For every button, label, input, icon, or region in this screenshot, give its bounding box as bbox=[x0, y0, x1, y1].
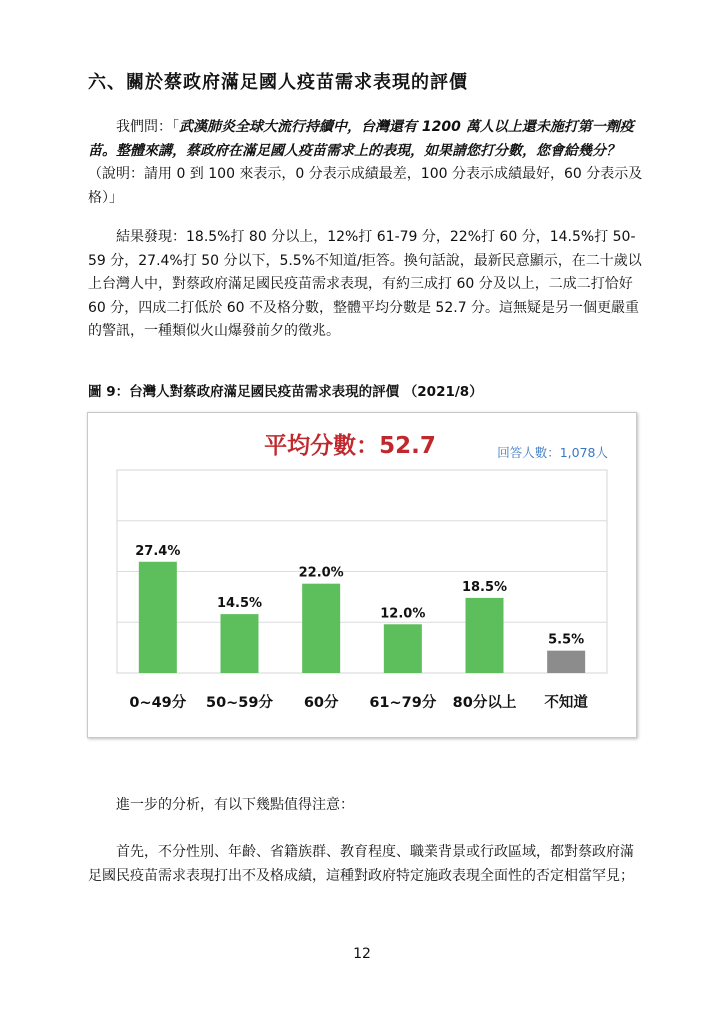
respondent-count: 回答人數：1,078人 bbox=[497, 445, 608, 460]
bar-0 bbox=[139, 562, 177, 673]
chart-title: 平均分數：52.7 bbox=[264, 433, 436, 459]
page-number: 12 bbox=[353, 946, 371, 962]
category-label-1: 50~59分 bbox=[205, 695, 274, 711]
category-label-5: 不知道 bbox=[544, 695, 588, 711]
section-heading: 六、關於蔡政府滿足國人疫苗需求表現的評價 bbox=[88, 72, 468, 93]
chart-svg bbox=[88, 413, 636, 737]
question-emphasis: 武漢肺炎全球大流行持續中，台灣還有 1200 萬人以上還未施打第一劑疫苗。整體來講，蔡政府在滿足國人疫苗需求上的表現，如果請您打分數，您會給幾分？ bbox=[88, 119, 634, 159]
value-label-0: 27.4% bbox=[135, 543, 181, 559]
findings-paragraph: 結果發現：18.5%打 80 分以上，12%打 61-79 分，22%打 60 分，14.5%打 50-59 分，27.4%打 50 分以下，5.5%不知道/拒答。換句話說，最新民意顯示，在二十歲以上台灣人中，對蔡政府滿足國民疫苗需求表現，有約三成打 60 分及以上，二成二打恰好 60 分，四成二打低於 60 不及格分數，整體平均分數是 52.7 分。這無疑是另一個更嚴重的警訊，一種類似火山爆發前夕的徵兆。 bbox=[88, 229, 642, 339]
value-label-4: 18.5% bbox=[461, 579, 508, 595]
category-label-3: 61~79分 bbox=[369, 695, 437, 711]
bar-5 bbox=[547, 651, 585, 673]
category-label-4: 80分以上 bbox=[452, 695, 517, 711]
bar-1 bbox=[221, 614, 259, 673]
analysis-intro: 進一步的分析，有以下幾點值得注意： bbox=[116, 797, 354, 813]
category-labels bbox=[129, 693, 588, 711]
question-lead: 我們問：「 bbox=[116, 119, 179, 135]
bar-3 bbox=[384, 624, 422, 673]
value-label-2: 22.0% bbox=[298, 565, 344, 581]
value-label-5: 5.5% bbox=[548, 632, 585, 648]
value-label-1: 14.5% bbox=[216, 596, 263, 612]
value-label-3: 12.0% bbox=[380, 606, 426, 622]
question-note: （說明：請用 0 到 100 來表示，0 分表示成績最差，100 分表示成績最好，60 分表示及格）」 bbox=[88, 166, 643, 206]
question-paragraph bbox=[88, 116, 644, 210]
figure-caption: 圖 9：台灣人對蔡政府滿足國民疫苗需求表現的評價 （2021/8） bbox=[88, 384, 483, 400]
category-label-2: 60分 bbox=[303, 695, 339, 711]
bar-chart bbox=[87, 412, 637, 738]
category-label-0: 0~49分 bbox=[129, 695, 187, 711]
bar-4 bbox=[466, 598, 504, 673]
analysis-first-point: 首先，不分性別、年齡、省籍族群、教育程度、職業背景或行政區域，都對蔡政府滿足國民疫苗需求表現打出不及格成績，這種對政府特定施政表現全面性的否定相當罕見； bbox=[88, 844, 634, 884]
bar-2 bbox=[302, 584, 340, 673]
